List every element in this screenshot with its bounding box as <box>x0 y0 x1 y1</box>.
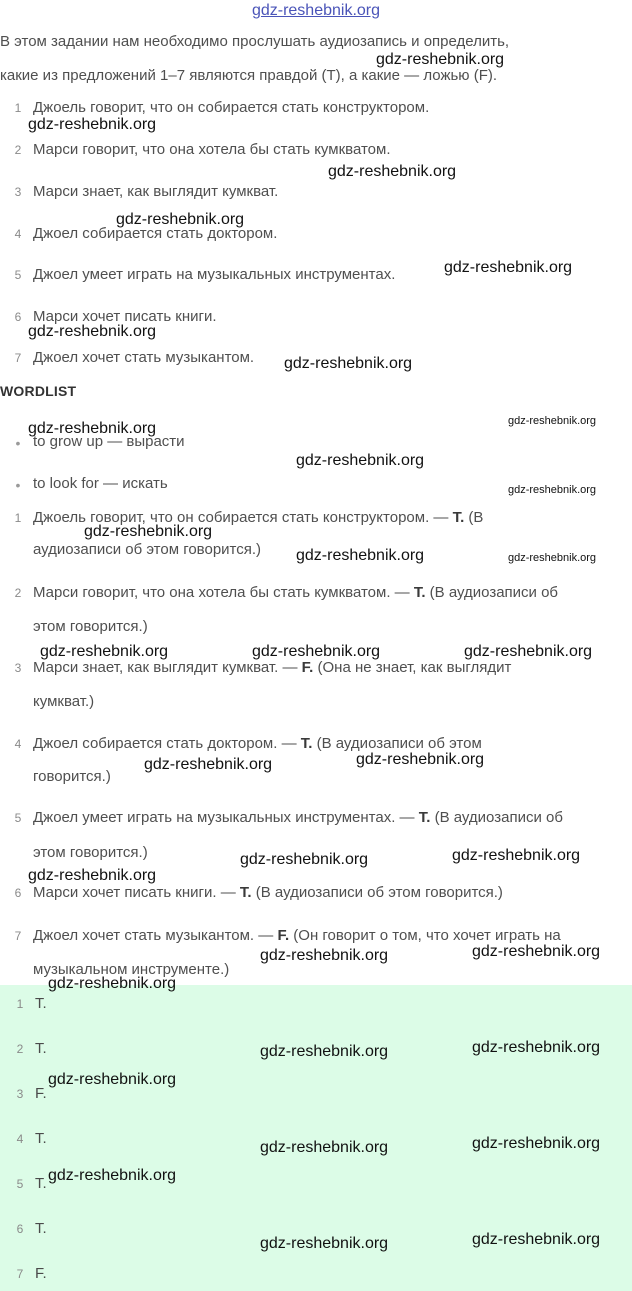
solution-number: 1 <box>14 511 22 525</box>
answer-number: 4 <box>16 1132 24 1146</box>
solution-number: 6 <box>14 886 22 900</box>
solution-statement: Марси говорит, что она хотела бы стать кумкватом. — <box>33 584 410 601</box>
watermark-text: gdz-reshebnik.org <box>28 420 157 437</box>
task-intro-line-2: какие из предложений 1–7 являются правдой (T), а какие — ложью (F). <box>0 67 498 84</box>
answer-number: 6 <box>16 1222 24 1236</box>
answer-number: 3 <box>16 1087 24 1101</box>
solution-note: (В аудиозаписи об <box>425 584 559 601</box>
solution-number: 4 <box>14 737 22 751</box>
watermark-text: gdz-reshebnik.org <box>472 1039 601 1056</box>
answer-value: T. <box>35 1040 47 1057</box>
watermark-text: gdz-reshebnik.org <box>260 1043 389 1060</box>
watermark-text: gdz-reshebnik.org <box>84 523 213 540</box>
solution-note: (В <box>464 509 484 526</box>
statement-number: 7 <box>14 351 22 365</box>
watermark-text: gdz-reshebnik.org <box>260 1139 389 1156</box>
statement-text: Марси говорит, что она хотела бы стать кумкватом. <box>33 141 391 158</box>
solution-statement: Джоел собирается стать доктором. — <box>33 735 297 752</box>
solution-statement: Джоель говорит, что он собирается стать конструктором. — <box>33 509 449 526</box>
watermark-text: gdz-reshebnik.org <box>296 547 425 564</box>
watermark-text: gdz-reshebnik.org <box>116 211 245 228</box>
watermark-text: gdz-reshebnik.org <box>328 163 457 180</box>
watermark-text: gdz-reshebnik.org <box>464 643 593 660</box>
statement-number: 1 <box>14 101 22 115</box>
statement-text: Марси знает, как выглядит кумкват. <box>33 183 279 200</box>
solution-line <box>33 927 561 944</box>
solution-mark: F. <box>301 659 314 676</box>
answer-number: 2 <box>16 1042 24 1056</box>
solution-number: 5 <box>14 811 22 825</box>
watermark-text: gdz-reshebnik.org <box>252 643 381 660</box>
solution-statement: Джоел умеет играть на музыкальных инструментах. — <box>33 809 415 826</box>
statement-text: Джоель говорит, что он собирается стать конструктором. <box>33 99 430 116</box>
solution-number: 3 <box>14 661 22 675</box>
watermark-text: gdz-reshebnik.org <box>284 355 413 372</box>
watermark-text: gdz-reshebnik.org <box>260 947 389 964</box>
watermark-text: gdz-reshebnik.org <box>376 51 505 68</box>
solution-mark: T. <box>413 584 426 601</box>
watermark-text: gdz-reshebnik.org <box>48 975 177 992</box>
watermark-text: gdz-reshebnik.org <box>452 847 581 864</box>
solution-note-continued: аудиозаписи об этом говорится.) <box>33 541 262 558</box>
answer-value: F. <box>35 1265 47 1282</box>
watermark-text: gdz-reshebnik.org <box>48 1071 177 1088</box>
answer-number: 7 <box>16 1267 24 1281</box>
solution-mark: F. <box>277 927 290 944</box>
watermark-text: gdz-reshebnik.org <box>472 1135 601 1152</box>
wordlist-item: to look for — искать <box>33 475 168 492</box>
solution-mark: T. <box>452 509 465 526</box>
solution-line <box>33 659 511 676</box>
solution-line <box>33 584 558 601</box>
task-intro-line-1: В этом задании нам необходимо прослушать аудиозапись и определить, <box>0 33 510 50</box>
answer-value: T. <box>35 995 47 1012</box>
solution-note-continued: этом говорится.) <box>33 618 148 635</box>
answer-number: 5 <box>16 1177 24 1191</box>
watermark-text: gdz-reshebnik.org <box>28 867 157 884</box>
solution-note-continued: говорится.) <box>33 768 111 785</box>
solution-statement: Джоел хочет стать музыкантом. — <box>33 927 274 944</box>
site-header-link[interactable]: gdz-reshebnik.org <box>251 2 381 19</box>
watermark-text: gdz-reshebnik.org <box>296 452 425 469</box>
watermark-text: gdz-reshebnik.org <box>472 1231 601 1248</box>
watermark-text: gdz-reshebnik.org <box>40 643 169 660</box>
solution-note-continued: этом говорится.) <box>33 844 148 861</box>
solution-statement: Марси знает, как выглядит кумкват. — <box>33 659 298 676</box>
watermark-text: gdz-reshebnik.org <box>260 1235 389 1252</box>
watermark-text: gdz-reshebnik.org <box>508 552 597 564</box>
solution-note: (В аудиозаписи об <box>430 809 563 826</box>
solution-number: 2 <box>14 586 22 600</box>
statement-number: 3 <box>14 185 22 199</box>
solution-mark: T. <box>300 735 313 752</box>
answer-number: 1 <box>16 997 24 1011</box>
bullet-icon: • <box>15 435 21 451</box>
solution-note-continued: музыкальном инструменте.) <box>33 961 230 978</box>
statement-text: Джоел собирается стать доктором. <box>33 225 278 242</box>
wordlist-item: to grow up — вырасти <box>33 433 185 450</box>
solution-line <box>33 735 482 752</box>
answer-value: F. <box>35 1085 47 1102</box>
solution-line <box>33 809 563 826</box>
solution-number: 7 <box>14 929 22 943</box>
statement-text: Джоел хочет стать музыкантом. <box>33 349 255 366</box>
statement-text: Марси хочет писать книги. <box>33 308 217 325</box>
statement-number: 4 <box>14 227 22 241</box>
solution-mark: T. <box>418 809 431 826</box>
solution-note-continued: кумкват.) <box>33 693 95 710</box>
answer-value: T. <box>35 1130 47 1147</box>
solution-statement: Марси хочет писать книги. — <box>33 884 236 901</box>
watermark-text: gdz-reshebnik.org <box>508 484 597 496</box>
wordlist-heading: WORDLIST <box>0 383 77 399</box>
solution-mark: T. <box>239 884 252 901</box>
bullet-icon: • <box>15 477 21 493</box>
solution-note: (Он говорит о том, что хочет играть на <box>289 927 561 944</box>
watermark-text: gdz-reshebnik.org <box>356 751 485 768</box>
solution-note: (В аудиозаписи об этом говорится.) <box>251 884 503 901</box>
statement-number: 6 <box>14 310 22 324</box>
watermark-text: gdz-reshebnik.org <box>240 851 369 868</box>
answer-value: T. <box>35 1175 47 1192</box>
watermark-text: gdz-reshebnik.org <box>28 323 157 340</box>
watermark-text: gdz-reshebnik.org <box>48 1167 177 1184</box>
watermark-text: gdz-reshebnik.org <box>28 116 157 133</box>
solution-note: (Она не знает, как выглядит <box>313 659 512 676</box>
watermark-text: gdz-reshebnik.org <box>444 259 573 276</box>
watermark-text: gdz-reshebnik.org <box>144 756 273 773</box>
solution-note: (В аудиозаписи об этом <box>312 735 482 752</box>
statement-number: 5 <box>14 268 22 282</box>
solution-line <box>33 884 503 901</box>
watermark-text: gdz-reshebnik.org <box>472 943 601 960</box>
statement-number: 2 <box>14 143 22 157</box>
statement-text: Джоел умеет играть на музыкальных инструментах. <box>33 266 396 283</box>
watermark-text: gdz-reshebnik.org <box>508 415 597 427</box>
answer-value: T. <box>35 1220 47 1237</box>
